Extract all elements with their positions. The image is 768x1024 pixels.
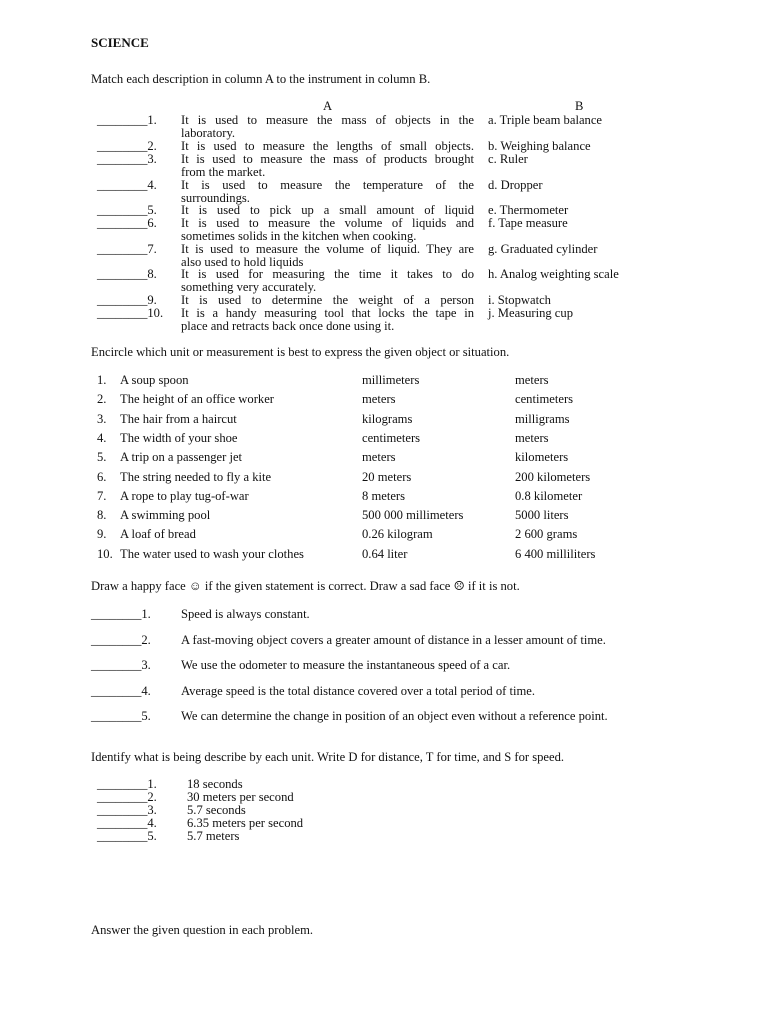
item-description-line: It is used to measure the volume of liquid. They are	[181, 242, 474, 256]
unit-option: 0.8 kilometer	[515, 488, 583, 503]
item-description-line: It is used to pick up a small amount of liquid	[181, 203, 474, 217]
identify-instruction: Identify what is being describe by each unit. Write D for distance, T for time, and S for speed.	[91, 750, 565, 764]
row-number: 5.	[97, 450, 107, 465]
column-b-header: B	[575, 99, 584, 113]
item-description-line: It is used for measuring the time it takes to do	[181, 267, 474, 281]
row-number: 2.	[97, 392, 107, 407]
item-blank: ________4.	[97, 178, 157, 192]
item-blank: ________3.	[97, 152, 157, 166]
page-title: SCIENCE	[91, 35, 149, 50]
item-description-line: sometimes solids in the kitchen when cooking.	[181, 229, 417, 243]
statement: A fast-moving object covers a greater amount of distance in a lesser amount of time.	[181, 632, 606, 647]
row-number: 1.	[97, 373, 107, 387]
encircle-instruction: Encircle which unit or measurement is best to express the given object or situation.	[91, 345, 510, 359]
answer-blank: ________2.	[91, 632, 151, 647]
answer-blank: ________4.	[91, 683, 151, 698]
unit-option: 2 600 grams	[515, 527, 578, 542]
instrument-choice: b. Weighing balance	[488, 139, 591, 153]
answer-blank: ________3.	[91, 658, 151, 673]
unit-option: meters	[515, 430, 549, 445]
faces-instruction: Draw a happy face ☺ if the given statement is correct. Draw a sad face ☹ if it is not.	[91, 579, 520, 593]
item-description-line: something very accurately.	[181, 280, 317, 294]
problem-instruction: Answer the given question in each problem.	[91, 923, 314, 937]
item-blank: ________7.	[97, 242, 157, 256]
matching-instruction: Match each description in column A to the instrument in column B.	[91, 72, 431, 86]
unit-option: 500 000 millimeters	[362, 508, 464, 523]
row-item: A trip on a passenger jet	[120, 450, 243, 465]
item-description-line: also used to hold liquids	[181, 255, 304, 269]
instrument-choice: h. Analog weighting scale	[488, 267, 619, 281]
instrument-choice: g. Graduated cylinder	[488, 242, 598, 256]
unit-option: meters	[362, 450, 396, 465]
unit-option: 200 kilometers	[515, 469, 591, 484]
item-description-line: laboratory.	[181, 126, 236, 140]
row-number: 8.	[97, 508, 107, 523]
unit-option: millimeters	[362, 373, 420, 387]
statement: Speed is always constant.	[181, 607, 310, 621]
row-item: The water used to wash your clothes	[120, 546, 304, 561]
unit-option: 20 meters	[362, 469, 412, 484]
row-item: A swimming pool	[120, 508, 211, 523]
item-description-line: place and retracts back once done using it.	[181, 319, 395, 333]
instrument-choice: c. Ruler	[488, 152, 528, 166]
item-description-line: It is used to measure the mass of objects in the	[181, 113, 474, 127]
unit-option: kilograms	[362, 411, 413, 426]
row-item: A soup spoon	[120, 373, 189, 387]
unit-item: 18 seconds	[187, 777, 243, 791]
item-description-line: It is used to determine the weight of a person	[181, 293, 474, 307]
instrument-choice: a. Triple beam balance	[488, 113, 603, 127]
row-item: A loaf of bread	[120, 527, 196, 542]
unit-option: centimeters	[362, 430, 421, 445]
item-description-line: It is used to measure the lengths of small objects.	[181, 139, 474, 153]
instrument-choice: j. Measuring cup	[488, 306, 573, 320]
unit-option: 5000 liters	[515, 508, 569, 523]
item-blank: ________10.	[97, 306, 164, 320]
item-blank: ________1.	[97, 113, 157, 127]
unit-option: centimeters	[515, 392, 574, 407]
row-item: The height of an office worker	[120, 392, 274, 407]
instrument-choice: f. Tape measure	[488, 216, 568, 230]
column-a-header: A	[323, 99, 333, 113]
unit-item: 5.7 seconds	[187, 803, 246, 817]
unit-item: 5.7 meters	[187, 829, 240, 843]
unit-option: 8 meters	[362, 488, 406, 503]
row-number: 9.	[97, 527, 107, 542]
instrument-choice: e. Thermometer	[488, 203, 569, 217]
statement: We use the odometer to measure the instantaneous speed of a car.	[181, 658, 511, 673]
row-item: The hair from a haircut	[120, 411, 237, 426]
answer-blank: ________1.	[97, 777, 157, 791]
unit-option: 6 400 milliliters	[515, 546, 596, 561]
item-blank: ________5.	[97, 203, 157, 217]
item-description-line: It is used to measure the temperature of the	[181, 178, 474, 192]
item-blank: ________8.	[97, 267, 157, 281]
item-description-line: It is used to measure the volume of liquids and	[181, 216, 474, 230]
row-number: 10.	[97, 546, 113, 561]
instrument-choice: d. Dropper	[488, 178, 543, 192]
row-item: A rope to play tug-of-war	[120, 488, 249, 503]
answer-blank: ________1.	[91, 607, 151, 621]
row-item: The string needed to fly a kite	[120, 469, 272, 484]
item-description-line: It is used to measure the mass of products brought	[181, 152, 474, 166]
answer-blank: ________4.	[97, 816, 157, 830]
item-description-line: It is a handy measuring tool that locks the tape in	[181, 306, 474, 320]
item-blank: ________9.	[97, 293, 157, 307]
answer-blank: ________3.	[97, 803, 157, 817]
unit-item: 6.35 meters per second	[187, 816, 304, 830]
unit-option: 0.26 kilogram	[362, 527, 433, 542]
unit-option: meters	[515, 373, 549, 387]
answer-blank: ________5.	[91, 709, 151, 724]
unit-option: 0.64 liter	[362, 546, 408, 561]
instrument-choice: i. Stopwatch	[488, 293, 551, 307]
unit-option: kilometers	[515, 450, 569, 465]
statement: We can determine the change in position of an object even without a reference point.	[181, 709, 608, 724]
item-blank: ________2.	[97, 139, 157, 153]
row-number: 7.	[97, 488, 107, 503]
item-description-line: from the market.	[181, 165, 266, 179]
row-number: 4.	[97, 430, 107, 445]
unit-item: 30 meters per second	[187, 790, 294, 804]
unit-option: meters	[362, 392, 396, 407]
row-number: 6.	[97, 469, 107, 484]
answer-blank: ________2.	[97, 790, 157, 804]
item-blank: ________6.	[97, 216, 157, 230]
row-item: The width of your shoe	[120, 430, 238, 445]
answer-blank: ________5.	[97, 829, 157, 843]
item-description-line: surroundings.	[181, 191, 250, 205]
unit-option: milligrams	[515, 411, 570, 426]
statement: Average speed is the total distance covered over a total period of time.	[181, 683, 536, 698]
row-number: 3.	[97, 411, 107, 426]
